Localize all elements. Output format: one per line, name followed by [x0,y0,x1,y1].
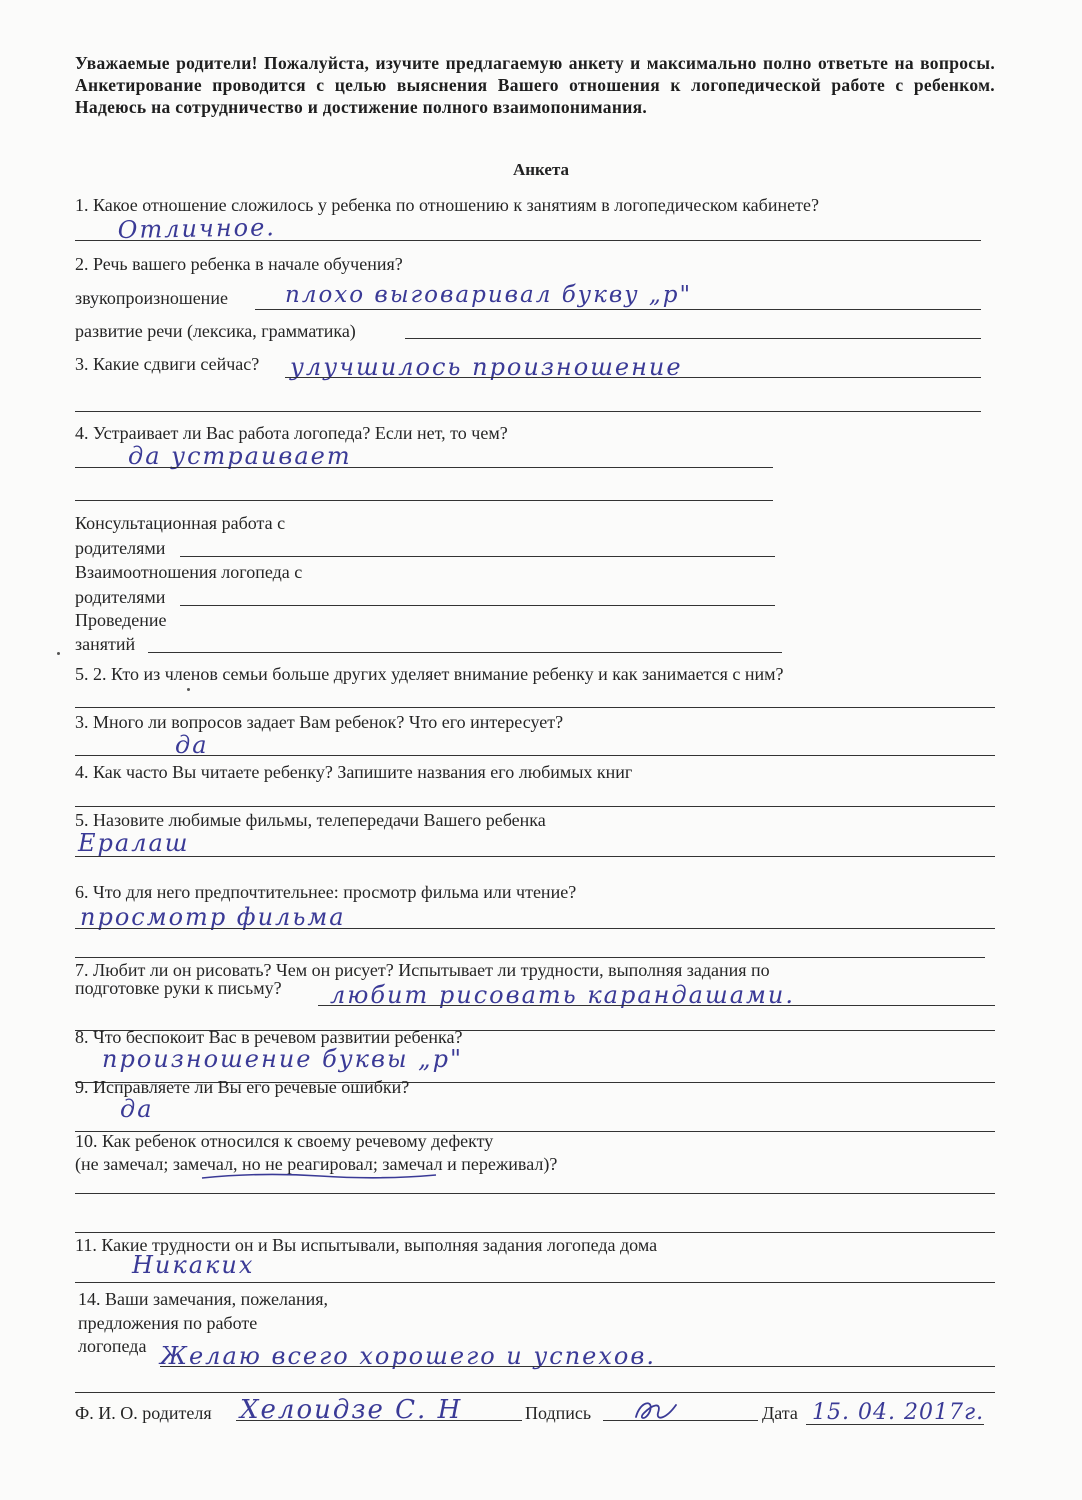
ink-dot [57,652,60,655]
answer-9[interactable]: да [120,1095,154,1123]
form-title: Анкета [512,160,570,179]
answer-10-line [75,1193,995,1194]
answer-5-5[interactable]: Ералаш [78,829,190,857]
answer-6[interactable]: просмотр фильма [80,903,346,931]
answer-5-3-line [75,755,995,756]
answer-5-3[interactable]: да [175,731,209,759]
question-6: 6. Что для него предпочтительнее: просмотр фильма или чтение? [75,882,577,902]
answer-4[interactable]: да устраивает [128,442,352,470]
date-line [806,1424,984,1425]
parent-name-label: Ф. И. О. родителя [75,1403,212,1423]
answer-14-line [160,1366,995,1367]
answer-2-speech-line [405,338,981,339]
answer-6-line [75,928,995,929]
question-4: 4. Устраивает ли Вас работа логопеда? Если нет, то чем? [75,423,508,443]
answer-5-2-line [75,707,995,708]
answer-11[interactable]: Никаких [132,1251,255,1279]
question-10: 10. Как ребенок относился к своему речевому дефекту [75,1131,494,1151]
answer-7[interactable]: любит рисовать карандашами. [330,981,796,1009]
question-14: 14. Ваши замечания, пожелания, [78,1289,328,1309]
answer-2-sound[interactable]: плохо выговаривал букву „р" [285,282,693,308]
question-5-4: 4. Как часто Вы читаете ребенку? Запишите названия его любимых книг [75,762,633,782]
lessons-label-1: Проведение [75,610,167,630]
question-7: 7. Любит ли он рисовать? Чем он рисует? Испытывает ли трудности, выполняя задания по [75,960,770,980]
answer-4-line [75,467,773,468]
question-11: 11. Какие трудности он и Вы испытывали, выполняя задания логопеда дома [75,1235,658,1255]
lessons-label-2: занятий [75,634,136,654]
question-10-cont: (не замечал; замечал, но не реагировал; замечал и переживал)? [75,1154,558,1174]
relations-label-2: родителями [75,587,166,607]
answer-2-sound-line [255,309,981,310]
question-5-2: 5. 2. Кто из членов семьи больше других уделяет внимание ребенку и как занимается с ним? [75,664,784,684]
consult-label-2: родителями [75,538,166,558]
parent-name-line [236,1420,522,1421]
relations-line [180,605,775,606]
question-2-speech-label: развитие речи (лексика, грамматика) [75,321,356,341]
answer-6-line-2 [75,957,985,958]
signature-line [603,1420,758,1421]
question-14-cont-2: логопеда [78,1336,147,1356]
answer-14-line-2 [75,1392,995,1393]
date-label: Дата [762,1403,798,1423]
consult-label-1: Консультационная работа с [75,513,286,533]
question-5-5: 5. Назовите любимые фильмы, телепередачи Вашего ребенка [75,810,546,830]
relations-label-1: Взаимоотношения логопеда с [75,562,303,582]
question-2: 2. Речь вашего ребенка в начале обучения? [75,254,403,274]
answer-11-line [75,1282,995,1283]
answer-14[interactable]: Желаю всего хорошего и успехов. [160,1342,656,1370]
question-2-sound-label: звукопроизношение [75,288,228,308]
consult-line [180,556,775,557]
lessons-line [148,652,782,653]
answer-3-line-2 [75,411,981,412]
underline-mark [200,1170,440,1186]
question-9: 9. Исправляете ли Вы его речевые ошибки? [75,1077,410,1097]
parent-name-value[interactable]: Хелоидзе С. Н [240,1395,463,1425]
date-value[interactable]: 15. 04. 2017г. [812,1400,985,1425]
question-3: 3. Какие сдвиги сейчас? [75,354,260,374]
answer-1[interactable]: Отличное. [117,213,277,244]
answer-4-line-2 [75,500,773,501]
answer-1-line [75,240,981,241]
question-7-cont: подготовке руки к письму? [75,978,282,998]
question-1: 1. Какое отношение сложилось у ребенка по отношению к занятиям в логопедическом кабинете? [75,195,819,215]
answer-3-line [285,377,981,378]
intro-paragraph: Уважаемые родители! Пожалуйста, изучите предлагаемую анкету и максимально полно ответьте на вопросы. Анкетирование проводится с целью выяснения Вашего отношения к логопедической работе с ребенком. Надеюсь на сотрудничество и достижение полного взаимопонимания. [75,53,995,117]
answer-7-line [318,1005,995,1006]
question-14-cont: предложения по работе [78,1313,258,1333]
signature-label: Подпись [525,1403,592,1423]
question-5-3: 3. Много ли вопросов задает Вам ребенок? Что его интересует? [75,712,564,732]
answer-5-5-line [75,856,995,857]
answer-10-line-2 [75,1232,995,1233]
ink-dot [187,688,190,691]
signature-image [628,1395,688,1427]
answer-5-4-line [75,806,995,807]
question-8: 8. Что беспокоит Вас в речевом развитии ребенка? [75,1027,463,1047]
answer-8[interactable]: произношение буквы „р" [102,1045,463,1073]
answer-3[interactable]: улучшилось произношение [290,353,683,381]
